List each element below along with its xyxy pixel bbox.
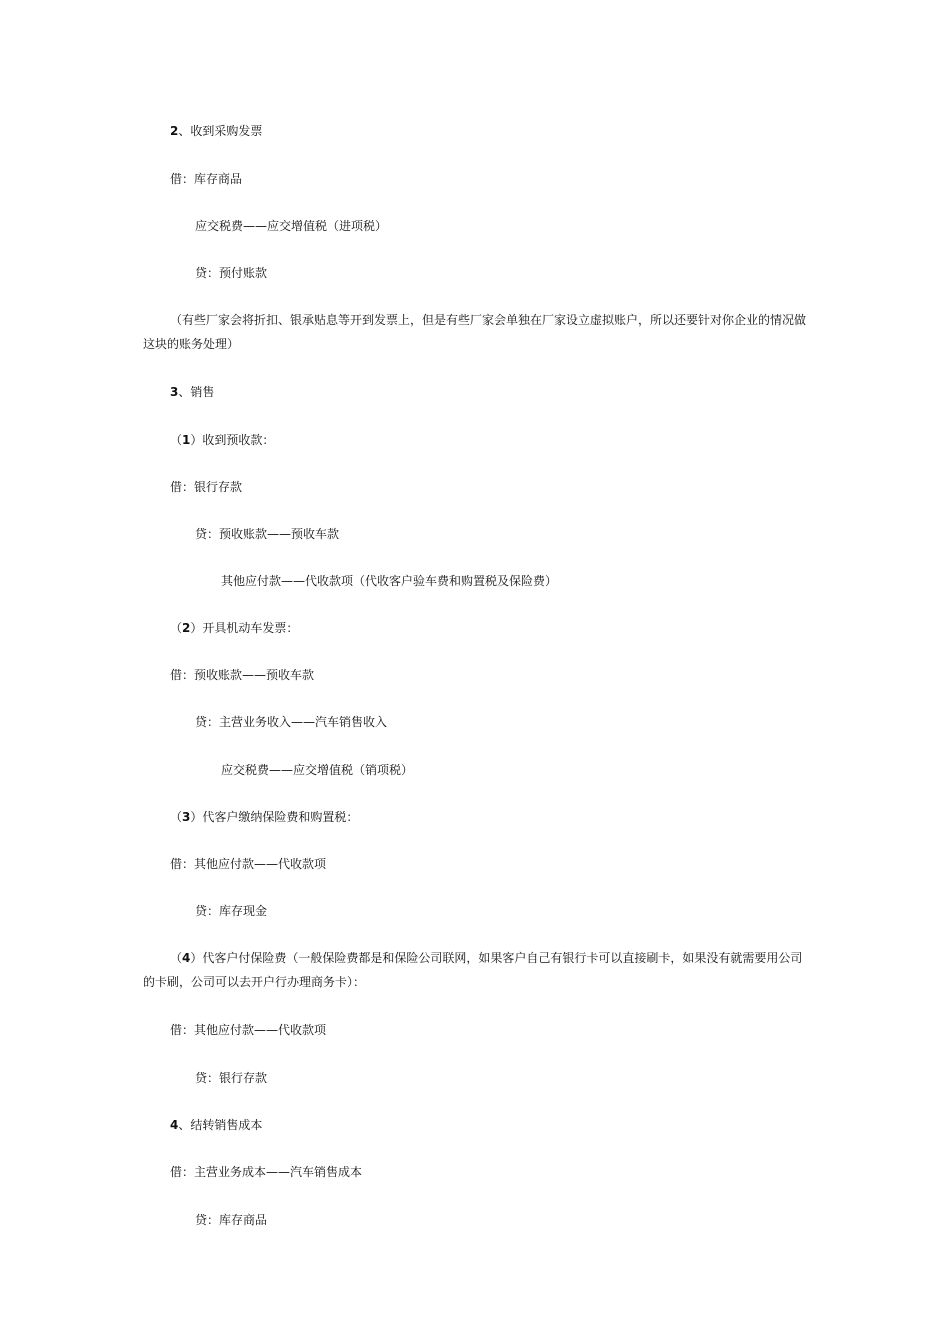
subsection-heading-2: （2）开具机动车发票：	[170, 621, 299, 635]
credit-continuation-line: 应交税费——应交增值税（销项税）	[221, 763, 414, 777]
debit-line: 借：其他应付款——代收款项	[170, 857, 327, 871]
section-number: 4	[170, 1118, 179, 1132]
subsection-heading-4: （4）代客户付保险费（一般保险费都是和保险公司联网，如果客户自己有银行卡可以直接刷卡，如果没有就需要用公司的卡刷，公司可以去开户行办理商务卡）：	[143, 951, 803, 989]
section-number: 2	[170, 124, 179, 138]
note-paragraph: （有些厂家会将折扣、银承贴息等开到发票上，但是有些厂家会单独在厂家设立虚拟账户，所以还要针对你企业的情况做这块的账务处理）	[143, 313, 807, 351]
subsection-number: 1	[182, 433, 191, 447]
section-title: 、结转销售成本	[178, 1118, 263, 1132]
section-title: 、收到采购发票	[178, 124, 263, 138]
debit-line: 借：银行存款	[170, 480, 243, 494]
subsection-heading-3: （3）代客户缴纳保险费和购置税：	[170, 810, 359, 824]
section-heading-4	[170, 1117, 262, 1133]
credit-line: 贷：库存现金	[195, 904, 268, 918]
subsection-heading-1: （1）收到预收款：	[170, 433, 275, 447]
debit-line: 借：库存商品	[170, 172, 243, 186]
subsection-number: 3	[182, 810, 191, 824]
section-heading-2	[170, 123, 262, 139]
credit-line: 贷：银行存款	[195, 1071, 268, 1085]
credit-line: 贷：预收账款——预收车款	[195, 527, 340, 541]
debit-continuation-line: 应交税费——应交增值税（进项税）	[195, 219, 388, 233]
debit-line: 借：其他应付款——代收款项	[170, 1023, 327, 1037]
section-number: 3	[170, 385, 179, 399]
section-title: 、销售	[178, 385, 215, 399]
debit-line: 借：主营业务成本——汽车销售成本	[170, 1165, 363, 1179]
credit-line: 贷：主营业务收入——汽车销售收入	[195, 715, 388, 729]
subsection-number: 4	[182, 951, 191, 965]
credit-line: 贷：库存商品	[195, 1213, 268, 1227]
credit-continuation-line: 其他应付款——代收款项（代收客户验车费和购置税及保险费）	[221, 574, 558, 588]
debit-line: 借：预收账款——预收车款	[170, 668, 315, 682]
subsection-number: 2	[182, 621, 191, 635]
credit-line: 贷：预付账款	[195, 266, 268, 280]
section-heading-3	[170, 384, 214, 400]
